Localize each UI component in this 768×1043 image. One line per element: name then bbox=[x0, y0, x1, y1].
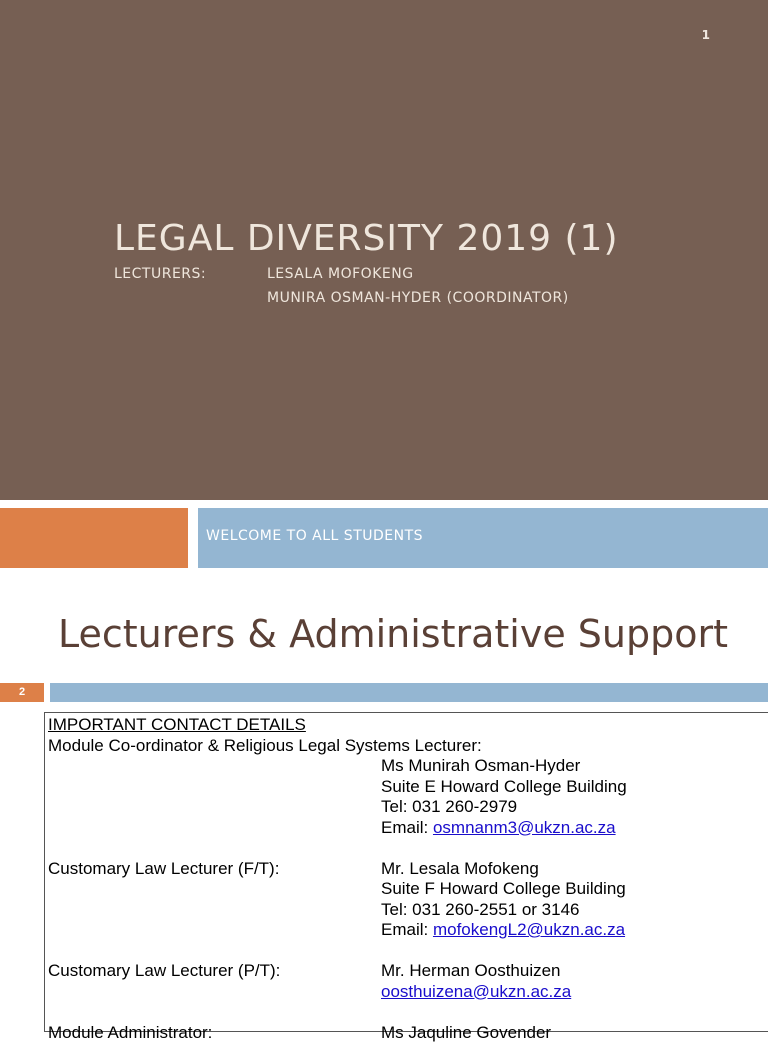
admin-name: Ms Jaquline Govender bbox=[381, 1023, 551, 1043]
header-bar bbox=[50, 683, 768, 702]
subtitle-band bbox=[198, 508, 768, 568]
coordinator-name: Ms Munirah Osman-Hyder bbox=[381, 756, 580, 777]
lecturer-name: MUNIRA OSMAN-HYDER (COORDINATOR) bbox=[267, 290, 569, 306]
title-slide bbox=[0, 0, 768, 500]
coordinator-email-link[interactable]: osmnanm3@ukzn.ac.za bbox=[433, 818, 616, 837]
welcome-text: WELCOME TO ALL STUDENTS bbox=[206, 528, 423, 544]
lecturer-name: LESALA MOFOKENG bbox=[267, 266, 414, 282]
coordinator-office: Suite E Howard College Building bbox=[381, 777, 627, 798]
ft-lecturer-email-link[interactable]: mofokengL2@ukzn.ac.za bbox=[433, 920, 625, 939]
lecturers-label: LECTURERS: bbox=[114, 266, 206, 282]
ft-lecturer-office: Suite F Howard College Building bbox=[381, 879, 626, 900]
contacts-heading: IMPORTANT CONTACT DETAILS bbox=[48, 715, 306, 736]
email-label: Email: bbox=[381, 920, 433, 939]
slide-title: Lecturers & Administrative Support bbox=[58, 612, 728, 656]
ft-lecturer-role: Customary Law Lecturer (F/T): bbox=[48, 859, 279, 880]
coordinator-role: Module Co-ordinator & Religious Legal Systems Lecturer: bbox=[48, 736, 482, 757]
pt-lecturer-name: Mr. Herman Oosthuizen bbox=[381, 961, 561, 982]
slide-number: 1 bbox=[702, 28, 710, 42]
ft-lecturer-email-row bbox=[381, 920, 625, 941]
email-label: Email: bbox=[381, 818, 433, 837]
admin-role: Module Administrator: bbox=[48, 1023, 212, 1043]
pt-lecturer-email-link[interactable]: oosthuizena@ukzn.ac.za bbox=[381, 982, 571, 1003]
pt-lecturer-role: Customary Law Lecturer (P/T): bbox=[48, 961, 280, 982]
slide-title: LEGAL DIVERSITY 2019 (1) bbox=[114, 218, 619, 259]
accent-block bbox=[0, 508, 188, 568]
ft-lecturer-tel: Tel: 031 260-2551 or 3146 bbox=[381, 900, 580, 921]
ft-lecturer-name: Mr. Lesala Mofokeng bbox=[381, 859, 539, 880]
coordinator-tel: Tel: 031 260-2979 bbox=[381, 797, 517, 818]
slide-number: 2 bbox=[0, 683, 44, 702]
coordinator-email-row bbox=[381, 818, 616, 839]
